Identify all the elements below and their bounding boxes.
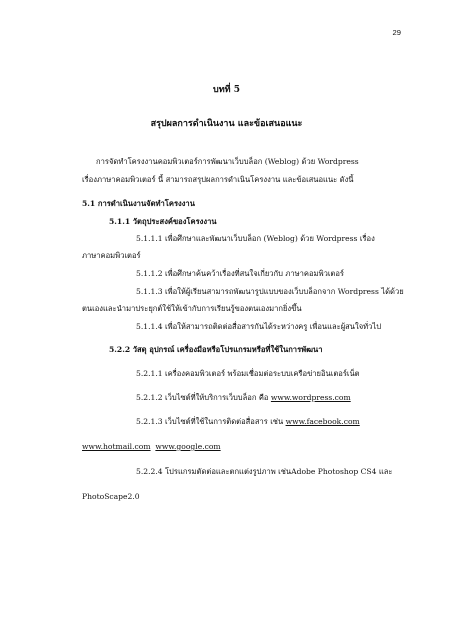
facebook-link[interactable]: www.facebook.com	[285, 417, 360, 426]
chapter-heading: บทที่ 5	[213, 85, 240, 95]
tool-2	[136, 392, 351, 403]
objective-2: 5.1.1.2 เพื่อศึกษาค้นคว้าเรื่องที่สนใจเกี่ยวกับ ภาษาคอมพิวเตอร์	[136, 269, 345, 278]
objective-4: 5.1.1.4 เพื่อให้สามารถติดต่อสื่อสารกันได้ระหว่างครู เพื่อนและผู้สนใจทั่วไป	[136, 322, 382, 331]
hotmail-link[interactable]: www.hotmail.com	[82, 442, 151, 451]
tool-3-text: 5.2.1.3 เว็บไซต์ที่ใช้ในการติดต่อสื่อสาร เช่น	[136, 417, 286, 426]
objective-3-line-2: ตนเองและนำมาประยุกต์ใช้ให้เข้ากับการเรียนรู้ของตนเองมากยิ่งขึ้น	[82, 304, 302, 313]
objective-3-line-1: 5.1.1.3 เพื่อให้ผู้เรียนสามารถพัฒนารูปแบบของเว็บบล็อกจาก Wordpress ได้ด้วย	[136, 287, 404, 296]
google-link[interactable]: www.google.com	[155, 442, 221, 451]
tool-2-text: 5.2.1.2 เว็บไซต์ที่ให้บริการเว็บบล็อก คือ	[136, 393, 271, 402]
tool-3-line-2	[82, 441, 221, 452]
section-5-2-2-heading: 5.2.2 วัสดุ อุปกรณ์ เครื่องมือหรือโปรแกรมหรือที่ใช้ในการพัฒนา	[109, 345, 323, 354]
chapter-title: สรุปผลการดำเนินงาน และข้อเสนอแนะ	[150, 119, 303, 129]
page-number: 29	[392, 28, 401, 37]
tool-3	[136, 416, 360, 427]
section-5-1-1-heading: 5.1.1 วัตถุประสงค์ของโครงงาน	[109, 217, 217, 226]
wordpress-link[interactable]: www.wordpress.com	[270, 393, 351, 402]
tool-1: 5.2.1.1 เครื่องคอมพิวเตอร์ พร้อมเชื่อมต่อระบบเครือข่ายอินเตอร์เน็ต	[136, 369, 360, 378]
tool-4-line-1: 5.2.2.4 โปรแกรมตัดต่อและตกแต่งรูปภาพ เช่นAdobe Photoshop CS4 และ	[136, 467, 393, 476]
intro-line-1: การจัดทำโครงงานคอมพิวเตอร์การพัฒนาเว็บบล็อก (Weblog) ด้วย Wordpress	[96, 157, 359, 166]
intro-line-2: เรื่องภาษาคอมพิวเตอร์ นี้ สามารถสรุปผลการดำเนินโครงงาน และข้อเสนอแนะ ดังนี้	[82, 175, 354, 184]
objective-1-line-2: ภาษาคอมพิวเตอร์	[82, 251, 141, 260]
section-5-1-heading: 5.1 การดำเนินงานจัดทำโครงงาน	[82, 199, 195, 208]
objective-1-line-1: 5.1.1.1 เพื่อศึกษาและพัฒนาเว็บบล็อก (Weblog) ด้วย Wordpress เรื่อง	[136, 234, 375, 243]
tool-4-line-2: PhotoScape2.0	[82, 492, 140, 501]
